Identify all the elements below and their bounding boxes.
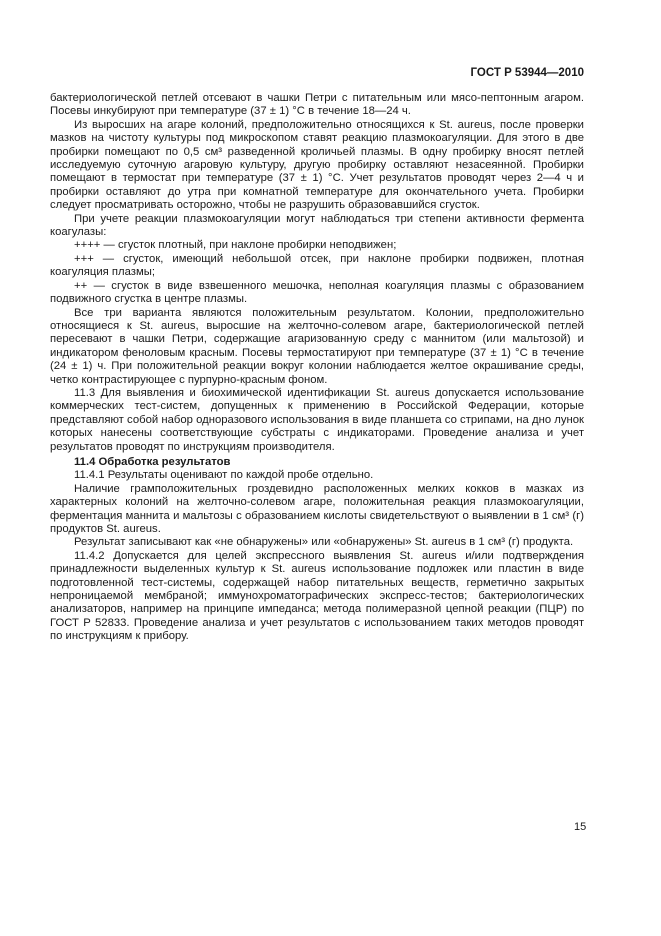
paragraph: 11.4.2 Допускается для целей экспрессного выявления St. aureus и/или подтверждения принадлежности выделенных культур к St. aureus использование подложек или пластин в виде подготовленной тест-системы, содержащей набор питательных веществ, герметично закрытых непроницаемой мембраной; иммунохроматографических экспресс-тестов; бактериологических анализаторов, например на принципе импеданса; метода полимеразной цепной реакции (ПЦР) по ГОСТ Р 52833. Проведение анализа и учет результатов с использованием таких методов проводят по инструкциям к прибору. — [50, 549, 584, 643]
coagulation-degree-item: ++ — сгусток в виде взвешенного мешочка, неполная коагуляция плазмы с образованием подвижного сгустка в центре плазмы. — [50, 279, 584, 306]
coagulation-degree-item: +++ — сгусток, имеющий небольшой отсек, при наклоне пробирки подвижен, плотная коагуляция плазмы; — [50, 252, 584, 279]
paragraph: 11.3 Для выявления и биохимической идентификации St. aureus допускается использование коммерческих тест-систем, допущенных к применению в Российской Федерации, которые представляют собой набор одноразового использования в виде планшета со стрипами, на дно лунок которых нанесены соответствующие субстраты с индикаторами. Проведение анализа и учет результатов проводят по инструкциям производителя. — [50, 386, 584, 453]
paragraph: бактериологической петлей отсевают в чашки Петри с питательным или мясо-пептонным агаром. Посевы инкубируют при температуре (37 ± 1) °С в течение 18—24 ч. — [50, 92, 584, 118]
paragraph: Из выросших на агаре колоний, предположительно относящихся к St. aureus, после проверки мазков на чистоту культуры под микроскопом ставят реакцию плазмокоагуляции. Для этого в две пробирки помещают по 0,5 см³ разведенной кроличьей плазмы. В одну пробирку вносят петлей исследуемую суточную агаровую культуру, другую пробирку оставляют незасеянной. Пробирки помещают в термостат при температуре (37 ± 1) °С. Учет результатов проводят через 2—4 ч и пробирки оставляют до утра при комнатной температуре для окончательного учета. Пробирки следует просматривать осторожно, чтобы не разрушить образовавшийся сгусток. — [50, 118, 584, 212]
paragraph: Результат записывают как «не обнаружены» или «обнаружены» St. aureus в 1 см³ (г) продукта. — [74, 536, 574, 549]
document-code-header: ГОСТ Р 53944—2010 — [470, 67, 584, 79]
section-heading: 11.4 Обработка результатов — [74, 455, 231, 468]
page-body — [50, 92, 584, 644]
paragraph: Наличие грамположительных гроздевидно расположенных мелких кокков в мазках из характерных колоний на желточно-солевом агаре, положительная реакция плазмокоагуляции, ферментация маннита и мальтозы с образованием кислоты свидетельствуют о выявлении в 1 см³ (г) продуктов St. aureus. — [50, 482, 584, 535]
paragraph: 11.4.1 Результаты оценивают по каждой пробе отдельно. — [74, 469, 374, 482]
paragraph: При учете реакции плазмокоагуляции могут наблюдаться три степени активности фермента коагулазы: — [50, 212, 584, 239]
page-number: 15 — [574, 821, 587, 833]
coagulation-degree-item: ++++ — сгусток плотный, при наклоне пробирки неподвижен; — [74, 239, 397, 252]
paragraph: Все три варианта являются положительным результатом. Колонии, предположительно относящиеся к St. aureus, выросшие на желточно-солевом агаре, бактериологической петлей пересевают в чашки Петри, содержащие агаризованную среду с маннитом (или мальтозой) и индикатором феноловым красным. Посевы термостатируют при температуре (37 ± 1) °С в течение (24 ± 1) ч. При положительной реакции вокруг колонии наблюдается желтое окрашивание среды, четко контрастирующее с пурпурно-красным фоном. — [50, 306, 584, 386]
